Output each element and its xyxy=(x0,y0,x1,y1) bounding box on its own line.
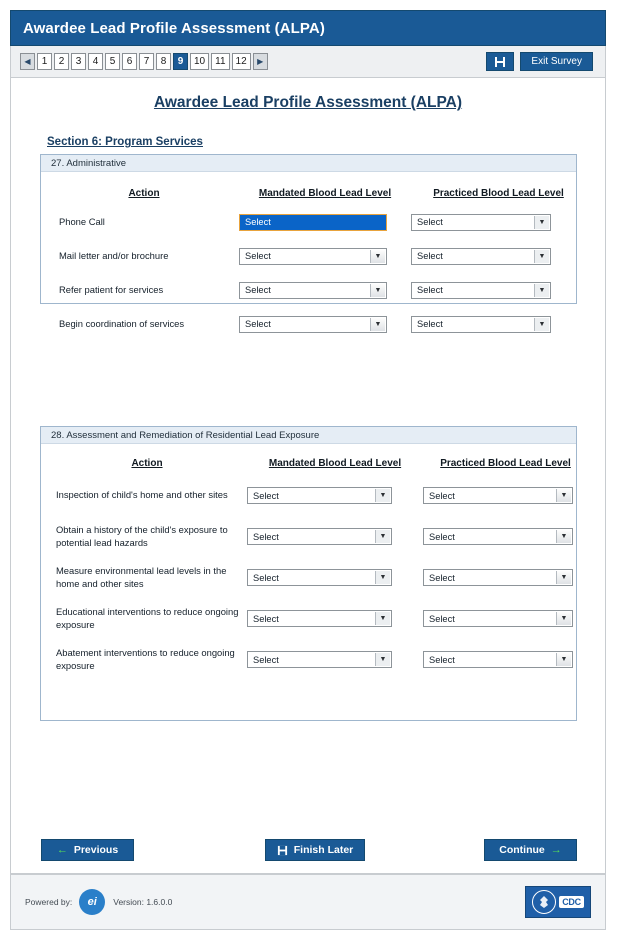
q28-row-5-mandated-select[interactable] xyxy=(247,651,392,668)
q28-row-3-practiced-select[interactable] xyxy=(423,569,573,586)
q27-row-3-practiced-value: Select xyxy=(417,285,443,295)
q27-row-4-mandated-value: Select xyxy=(245,319,271,329)
cdc-seal-icon xyxy=(532,890,556,914)
continue-button-label: Continue xyxy=(499,844,545,856)
q27-row-4-practiced-cell xyxy=(411,307,586,341)
q27-row-1-practiced-value: Select xyxy=(417,217,443,227)
cdc-logo xyxy=(525,886,591,918)
arrow-left-icon: ← xyxy=(56,844,68,856)
exit-survey-button[interactable]: Exit Survey xyxy=(520,52,593,71)
window-titlebar xyxy=(10,10,606,46)
q27-row-2-mandated-cell xyxy=(239,239,411,273)
q28-row-5-practiced-select[interactable] xyxy=(423,651,573,668)
save-button[interactable] xyxy=(486,52,514,71)
powered-by-label: Powered by: xyxy=(25,897,73,907)
q27-row-4-label: Begin coordination of services xyxy=(59,317,185,329)
q27-row-1-mandated-value: Select xyxy=(245,217,271,227)
chevron-down-icon: ▼ xyxy=(375,530,390,543)
chevron-down-icon: ▼ xyxy=(556,653,571,666)
chevron-down-icon: ▼ xyxy=(556,530,571,543)
q27-row-4-practiced-value: Select xyxy=(417,319,443,329)
q27-row-3-mandated-value: Select xyxy=(245,285,271,295)
q27-row-4-mandated-cell xyxy=(239,307,411,341)
q27-col-practiced: Practiced Blood Lead Level xyxy=(433,188,564,199)
q28-row-1-mandated-value: Select xyxy=(253,490,279,501)
q28-row-4-label: Educational interventions to reduce ongoing exposure xyxy=(56,606,239,630)
continue-button[interactable] xyxy=(484,839,577,861)
q27-row-1-practiced-cell xyxy=(411,205,586,239)
q27-row-1-mandated-select[interactable] xyxy=(239,214,387,231)
q28-row-2-mandated-value: Select xyxy=(253,531,279,542)
chevron-down-icon: ▼ xyxy=(534,318,549,331)
page-footer xyxy=(10,874,606,930)
pager-page-2[interactable]: 2 xyxy=(54,53,69,70)
q27-row-2-mandated-value: Select xyxy=(245,251,271,261)
chevron-down-icon: ▼ xyxy=(556,571,571,584)
cdc-wordmark: CDC xyxy=(559,896,584,908)
pager-page-10[interactable]: 10 xyxy=(190,53,209,70)
q28-row-1-practiced-select[interactable] xyxy=(423,487,573,504)
q27-row-1-label: Phone Call xyxy=(59,215,105,227)
q28-row-3-label: Measure environmental lead levels in the home and other sites xyxy=(56,565,227,589)
question-28-grid xyxy=(41,444,576,680)
question-27-heading: 27. Administrative xyxy=(41,155,576,172)
chevron-down-icon: ▼ xyxy=(370,250,385,263)
q27-row-2-practiced-cell xyxy=(411,239,586,273)
previous-button-label: Previous xyxy=(73,844,119,856)
q28-row-2-mandated-select[interactable] xyxy=(247,528,392,545)
q28-row-5-practiced-cell xyxy=(423,639,588,680)
q28-row-5-mandated-value: Select xyxy=(253,654,279,665)
q28-row-4-practiced-value: Select xyxy=(429,613,455,624)
q28-row-3-practiced-value: Select xyxy=(429,572,455,583)
q27-row-2-practiced-value: Select xyxy=(417,251,443,261)
q28-row-2-practiced-value: Select xyxy=(429,531,455,542)
chevron-down-icon: ▼ xyxy=(375,571,390,584)
question-28-block xyxy=(40,426,577,721)
q28-row-3-mandated-cell xyxy=(247,557,423,598)
q27-row-1-mandated-cell xyxy=(239,205,411,239)
pager-page-11[interactable]: 11 xyxy=(211,53,229,70)
q28-row-1-mandated-select[interactable] xyxy=(247,487,392,504)
chevron-down-icon: ▼ xyxy=(534,250,549,263)
q28-col-action: Action xyxy=(131,458,163,469)
version-label: Version: 1.6.0.0 xyxy=(113,897,173,907)
save-icon xyxy=(494,56,506,68)
chevron-down-icon: ▼ xyxy=(556,489,571,502)
chevron-down-icon: ▼ xyxy=(370,284,385,297)
q27-row-4-mandated-select[interactable] xyxy=(239,316,387,333)
eagle-icon xyxy=(536,894,552,910)
finish-later-label: Finish Later xyxy=(293,844,354,856)
q28-row-5-mandated-cell xyxy=(247,639,423,680)
pager-page-6[interactable]: 6 xyxy=(122,53,137,70)
q27-row-1-practiced-select[interactable] xyxy=(411,214,551,231)
q27-row-3-mandated-cell xyxy=(239,273,411,307)
q28-row-3-mandated-select[interactable] xyxy=(247,569,392,586)
pager-page-9-current[interactable]: 9 xyxy=(173,53,188,70)
chevron-down-icon: ▼ xyxy=(534,216,549,229)
q28-row-1-label: Inspection of child's home and other sites xyxy=(56,489,228,501)
question-28-heading: 28. Assessment and Remediation of Residential Lead Exposure xyxy=(41,427,576,444)
q27-row-2-label: Mail letter and/or brochure xyxy=(59,249,169,261)
chevron-down-icon: ▼ xyxy=(370,318,385,331)
q27-row-3-label: Refer patient for services xyxy=(59,283,164,295)
q28-row-5-label: Abatement interventions to reduce ongoing exposure xyxy=(56,647,235,671)
survey-panel xyxy=(10,78,606,874)
q27-row-3-practiced-cell xyxy=(411,273,586,307)
pager-prev-icon[interactable]: ◀ xyxy=(20,53,35,70)
q28-row-1-practiced-value: Select xyxy=(429,490,455,501)
q27-row-3-mandated-select[interactable] xyxy=(239,282,387,299)
chevron-down-icon: ▼ xyxy=(375,653,390,666)
pager-next-icon[interactable]: ▶ xyxy=(253,53,268,70)
q28-row-3-practiced-cell xyxy=(423,557,588,598)
q27-col-mandated: Mandated Blood Lead Level xyxy=(258,188,392,199)
survey-toolbar xyxy=(10,46,606,78)
chevron-down-icon: ▼ xyxy=(375,612,390,625)
pager-page-4[interactable]: 4 xyxy=(88,53,103,70)
chevron-down-icon: ▼ xyxy=(375,489,390,502)
pager-page-8[interactable]: 8 xyxy=(156,53,171,70)
q27-row-2-mandated-select[interactable] xyxy=(239,248,387,265)
q28-row-4-mandated-select[interactable] xyxy=(247,610,392,627)
pager-page-12[interactable]: 12 xyxy=(232,53,251,70)
chevron-down-icon: ▼ xyxy=(556,612,571,625)
q28-row-1-practiced-cell xyxy=(423,475,588,516)
previous-button[interactable] xyxy=(41,839,134,861)
q27-row-2-practiced-select[interactable] xyxy=(411,248,551,265)
q28-row-4-practiced-cell xyxy=(423,598,588,639)
question-27-block xyxy=(40,154,577,329)
toolbar-actions xyxy=(486,52,593,71)
q28-row-3-mandated-value: Select xyxy=(253,572,279,583)
q28-row-4-practiced-select[interactable] xyxy=(423,610,573,627)
pager-page-5[interactable]: 5 xyxy=(105,53,120,70)
q28-row-2-label: Obtain a history of the child's exposure to potential lead hazards xyxy=(56,524,228,548)
q28-row-2-mandated-cell xyxy=(247,516,423,557)
page-title: Awardee Lead Profile Assessment (ALPA) xyxy=(153,94,463,111)
window-title: Awardee Lead Profile Assessment (ALPA) xyxy=(23,19,325,37)
q27-col-action: Action xyxy=(128,188,160,199)
page-pager xyxy=(20,53,268,70)
ei-logo: ei xyxy=(79,889,105,915)
q28-row-5-practiced-value: Select xyxy=(429,654,455,665)
q28-row-1-mandated-cell xyxy=(247,475,423,516)
q28-col-mandated: Mandated Blood Lead Level xyxy=(268,458,402,469)
question-27-grid xyxy=(41,172,576,341)
q28-col-practiced: Practiced Blood Lead Level xyxy=(440,458,571,469)
pager-page-3[interactable]: 3 xyxy=(71,53,86,70)
q28-row-2-practiced-select[interactable] xyxy=(423,528,573,545)
section-heading: Section 6: Program Services xyxy=(47,136,203,148)
arrow-right-icon: → xyxy=(550,844,562,856)
finish-later-button[interactable] xyxy=(265,839,365,861)
chevron-down-icon: ▼ xyxy=(534,284,549,297)
pager-page-7[interactable]: 7 xyxy=(139,53,154,70)
pager-page-1[interactable]: 1 xyxy=(37,53,52,70)
q27-row-4-practiced-select[interactable] xyxy=(411,316,551,333)
q27-row-3-practiced-select[interactable] xyxy=(411,282,551,299)
save-icon xyxy=(277,845,288,856)
q28-row-4-mandated-cell xyxy=(247,598,423,639)
q28-row-2-practiced-cell xyxy=(423,516,588,557)
q28-row-4-mandated-value: Select xyxy=(253,613,279,624)
